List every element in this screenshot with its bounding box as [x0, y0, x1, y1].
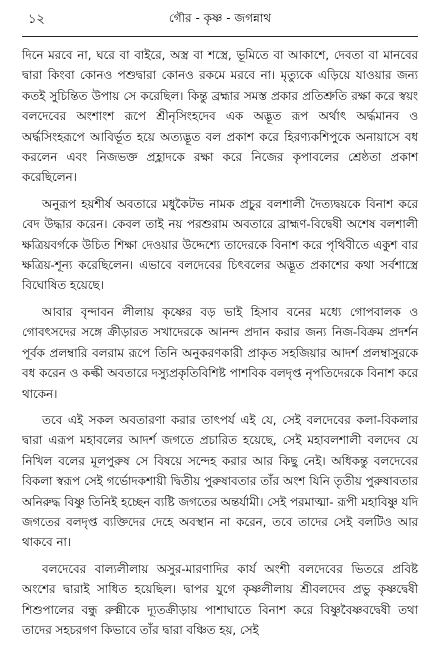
- paragraph-1: দিনে মরবে না, ঘরে বা বাইরে, অস্ত্র বা শস্ত্রে, ভূমিতে বা আকাশে, দেবতা বা মানবের দ্বারা কিংবা কোনও পশুদ্বারা কোনও রকমে মরবে না। মৃত্যুকে এড়িয়ে যাওয়ার জন্য কতই সুচিন্তিত উপায় সে করেছিল। কিন্তু ব্রহ্মার সমস্ত প্রকার প্রতিশ্রুতি রক্ষা করে স্বয়ং বলদেবের অংশাংশ রূপে শ্রীনৃসিংহদেব এক অদ্ভূত রূপ অর্থাৎ অর্দ্ধমানব ও অর্দ্ধসিংহরূপে আবির্ভূত হয়ে অত্যদ্ভূত বল প্রকাশ করে হিরণ্যকশিপুকে অনায়াসে বধ করলেন এবং নিজভক্ত প্রহ্লাদকে রক্ষা করে নিজের কৃপাবলের শ্রেষ্ঠতা প্রকাশ করেছিলেন।: [22, 48, 418, 185]
- page-number: ১২: [28, 12, 45, 27]
- paragraph-3: আবার বৃন্দাবন লীলায় কৃষ্ণের বড় ভাই হিসাব বনের মধ্যে গোপবালক ও গোবৎসদের সঙ্গে ক্রীড়ারত সখাদেরকে আনন্দ প্রদান করার জন্য নিজ-বিক্রম প্রদর্শন পূর্বক প্রলম্বারি বলরাম রূপে তিনি অনুকরণকারী প্রাকৃত সহজিয়ার আদর্শ প্রলম্বাসুরকে বধ করেন ও কল্কী অবতারে দস্যুপ্রকৃতিবিশিষ্ট পাশবিক বলদৃপ্ত নৃপতিদেরকে বিনাশ করে থাকেন।: [22, 304, 418, 401]
- page-header: [22, 8, 418, 30]
- paragraph-5: বলদেবের বাল্যলীলায় অসুর-মারণাদির কার্য অংশী বলদেবের ভিতরে প্রবিষ্ট অংশের দ্বারাই সাধিত হয়েছিল। দ্বাপর যুগে কৃষ্ণলীলায় শ্রীবলদেব প্রভু কৃষ্ণদ্বেষী শিশুপালের বন্ধু রুক্মীকে দ্যূতক্রীড়ায় পাশাঘাতে বিনাশ করে বিষ্ণুবৈষ্ণবদ্বেষী তথা তাদের সহচরগণ কিভাবে তাঁর দ্বারা বঞ্চিত হয়, সেই: [22, 561, 418, 637]
- paragraph-4: তবে এই সকল অবতারণা করার তাৎপর্য এই যে, সেই বলদেবের কলা-বিকলার দ্বারা এরূপ মহাবলের আদর্শ জগতে প্রচারিত হয়েছে, সেই মহাবলশালী বলদেব যে নিখিল বলের মূলপুরুষ সে বিষয়ে সন্দেহ করার আর কিছু নেই। অধিকন্তু বলদেবের বিকলা স্বরূপ সেই গর্ভোদকশায়ী দ্বিতীয় পুরুষাবতার তাঁর অংশ যিনি তৃতীয় পুরুষাবতার অনিরুদ্ধ বিষ্ণু তিনিই হচ্ছেন ব্যষ্টি জগতের অন্তর্যামী। সেই পরমাত্মা- রূপী মহাবিষ্ণু যদি জগতের বলদৃপ্ত ব্যক্তিদের দেহে অবস্থান না করেন, তবে তাদের সেই বলটিও আর থাকবে না।: [22, 412, 418, 550]
- header-rule: [22, 36, 418, 37]
- paragraph-2: অনুরূপ হয়শীর্ষ অবতারে মধুকৈটভ নামক প্রচুর বলশালী দৈত্যদ্বয়কে বিনাশ করে বেদ উদ্ধার করেন। কেবল তাই নয় পরশুরাম অবতারে ব্রাহ্মণ-বিদ্বেষী অশেষ বলশালী ক্ষত্রিয়বর্গকে উচিত শিক্ষা দেওয়ার উদ্দেশ্যে তাদেরকে বিনাশ করে পৃথিবীতে একুশ বার ক্ষত্রিয়-শূন্য করেছিলেন। এভাবে বলদেবের চিৎবলের অদ্ভূত প্রকাশের কথা সর্বশাস্ত্রে বিঘোষিত হয়েছে।: [22, 196, 418, 293]
- running-title: গৌর - কৃষ্ণ - জগন্নাথ: [168, 11, 272, 25]
- body-text: [22, 45, 418, 640]
